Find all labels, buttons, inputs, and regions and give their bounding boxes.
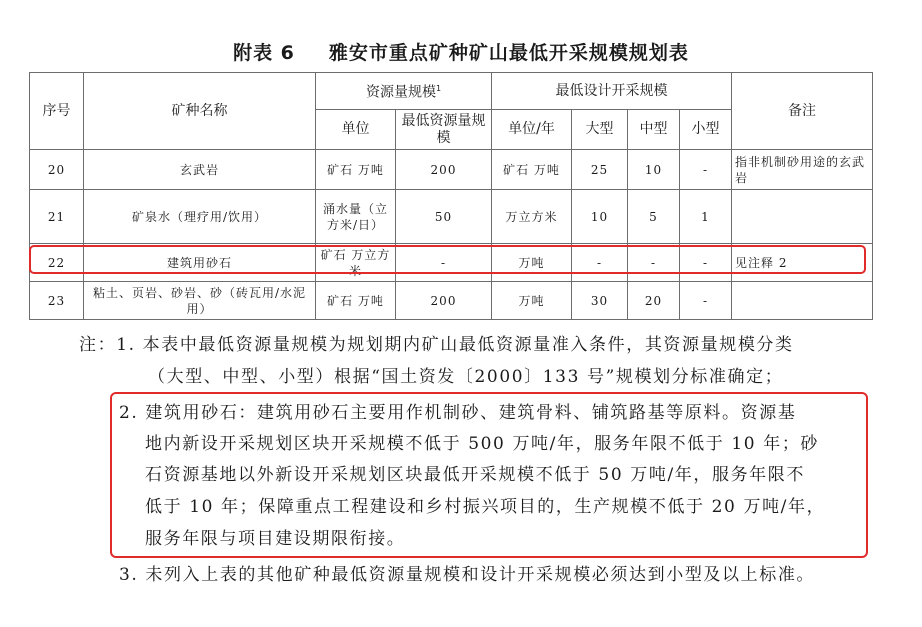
cell-min: 200 — [396, 150, 492, 190]
note-2-line-4: 低于 10 年；保障重点工程建设和乡村振兴项目的，生产规模不低于 20 万吨/年， — [145, 497, 826, 517]
cell-small: 1 — [680, 190, 732, 244]
cell-remark: 见注释 2 — [732, 244, 873, 282]
mining-scale-table — [29, 72, 873, 320]
note-1-line-2: （大型、中型、小型）根据“国土资发〔2000〕133 号”规模划分标准确定； — [148, 367, 784, 387]
header-design-group: 最低设计开采规模 — [492, 73, 732, 110]
table-title-text: 雅安市重点矿种矿山最低开采规模规划表 — [328, 42, 689, 64]
cell-unit-year: 矿石 万吨 — [492, 150, 572, 190]
cell-medium: 10 — [628, 150, 680, 190]
table-number: 附表 6 — [233, 42, 295, 64]
header-resource-group: 资源量规模$^1$ — [316, 73, 492, 110]
table-row — [30, 282, 873, 320]
cell-unit: 矿石 万立方米 — [316, 244, 396, 282]
row-22-highlight — [29, 245, 866, 274]
cell-min: 50 — [396, 190, 492, 244]
cell-unit: 矿石 万吨 — [316, 150, 396, 190]
header-remark: 备注 — [732, 73, 873, 150]
cell-remark: 指非机制砂用途的玄武岩 — [732, 150, 873, 190]
cell-unit-year: 万立方米 — [492, 190, 572, 244]
cell-small: - — [680, 244, 732, 282]
cell-small: - — [680, 282, 732, 320]
cell-large: - — [572, 244, 628, 282]
cell-medium: 20 — [628, 282, 680, 320]
table-row — [30, 190, 873, 244]
table-row — [30, 150, 873, 190]
header-small: 小型 — [680, 110, 732, 150]
cell-medium: 5 — [628, 190, 680, 244]
cell-unit-year: 万吨 — [492, 244, 572, 282]
note-2-line-2: 地内新设开采规划区块开采规模不低于 500 万吨/年，服务年限不低于 10 年；砂 — [145, 434, 820, 454]
cell-name: 建筑用砂石 — [84, 244, 316, 282]
cell-remark — [732, 282, 873, 320]
note-3-line-1: 3. 未列入上表的其他矿种最低资源量规模和设计开采规模必须达到小型及以上标准。 — [119, 565, 816, 585]
note-2-line-5: 服务年限与项目建设期限衔接。 — [145, 529, 406, 549]
header-medium: 中型 — [628, 110, 680, 150]
cell-name: 矿泉水（理疗用/饮用） — [84, 190, 316, 244]
cell-medium: - — [628, 244, 680, 282]
cell-name: 玄武岩 — [84, 150, 316, 190]
header-name: 矿种名称 — [84, 73, 316, 150]
cell-small: - — [680, 150, 732, 190]
footnote-marker: 1 — [435, 84, 442, 94]
cell-seq: 23 — [30, 282, 84, 320]
cell-unit-year: 万吨 — [492, 282, 572, 320]
note-2-line-1: 2. 建筑用砂石：建筑用砂石主要用作机制砂、建筑骨料、铺筑路基等原料。资源基 — [119, 403, 797, 423]
header-min-resource: 最低资源量规模 — [396, 110, 492, 150]
note-2-line-3: 石资源基地以外新设开采规划区块最低开采规模不低于 50 万吨/年，服务年限不 — [145, 465, 805, 485]
cell-large: 10 — [572, 190, 628, 244]
cell-min: - — [396, 244, 492, 282]
cell-seq: 20 — [30, 150, 84, 190]
cell-unit: 涌水量（立方米/日） — [316, 190, 396, 244]
cell-unit: 矿石 万吨 — [316, 282, 396, 320]
cell-name: 粘土、页岩、砂岩、砂（砖瓦用/水泥用） — [84, 282, 316, 320]
header-unit-year: 单位/年 — [492, 110, 572, 150]
cell-seq: 22 — [30, 244, 84, 282]
cell-seq: 21 — [30, 190, 84, 244]
cell-large: 30 — [572, 282, 628, 320]
cell-large: 25 — [572, 150, 628, 190]
header-large: 大型 — [572, 110, 628, 150]
table-title — [0, 38, 922, 65]
note-2-highlight — [110, 392, 868, 558]
cell-remark — [732, 190, 873, 244]
header-seq: 序号 — [30, 73, 84, 150]
note-1-line-1: 注：1. 本表中最低资源量规模为规划期内矿山最低资源量准入条件，其资源量规模分类 — [79, 335, 794, 355]
header-unit: 单位 — [316, 110, 396, 150]
cell-min: 200 — [396, 282, 492, 320]
